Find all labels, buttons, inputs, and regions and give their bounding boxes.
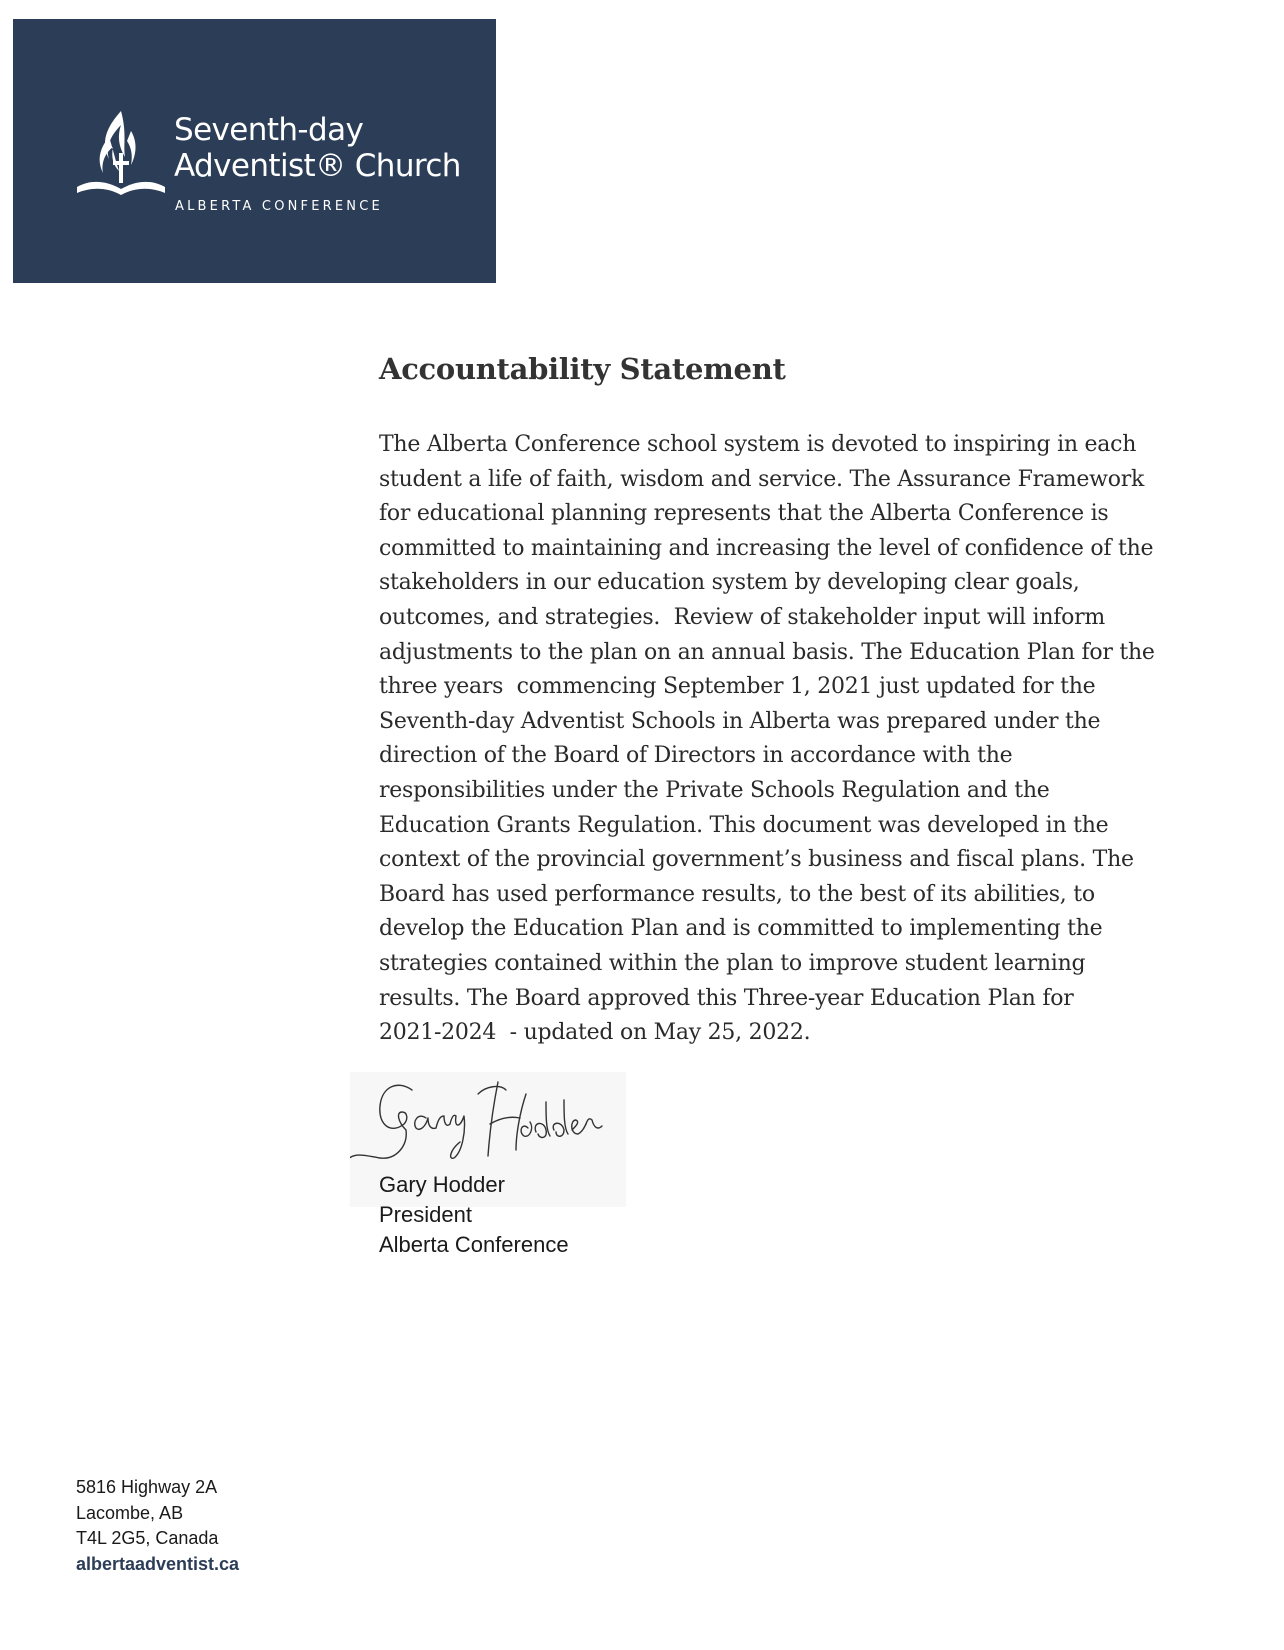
- body-line: stakeholders in our education system by developing clear goals,: [379, 570, 1080, 596]
- signer-organization: Alberta Conference: [379, 1232, 569, 1257]
- body-line: Seventh-day Adventist Schools in Alberta was prepared under the: [379, 708, 1101, 734]
- body-line: responsibilities under the Private Schools Regulation and the: [379, 777, 1050, 803]
- body-line: adjustments to the plan on an annual basis. The Education Plan for the: [379, 639, 1155, 665]
- signer-role: President: [379, 1202, 472, 1227]
- logo-banner: [13, 19, 496, 283]
- address-line1: 5816 Highway 2A: [76, 1477, 218, 1497]
- body-line: committed to maintaining and increasing the level of confidence of the: [379, 535, 1154, 561]
- body-line: outcomes, and strategies. Review of stakeholder input will inform: [379, 604, 1105, 630]
- logo-text-line2: Adventist® Church: [174, 148, 461, 184]
- logo-subtitle: ALBERTA CONFERENCE: [175, 199, 383, 214]
- document-title: Accountability Statement: [379, 352, 786, 386]
- body-line: develop the Education Plan and is committed to implementing the: [379, 916, 1103, 942]
- body-line: for educational planning represents that the Alberta Conference is: [379, 501, 1109, 527]
- body-line: student a life of faith, wisdom and service. The Assurance Framework: [379, 466, 1145, 492]
- address-line3: T4L 2G5, Canada: [76, 1528, 219, 1548]
- signer-block: [379, 1170, 569, 1260]
- document-body: [379, 428, 1219, 1051]
- body-line: direction of the Board of Directors in accordance with the: [379, 743, 1013, 769]
- body-line: strategies contained within the plan to improve student learning: [379, 950, 1086, 976]
- footer-address: [76, 1475, 239, 1577]
- body-line: results. The Board approved this Three-year Education Plan for: [379, 985, 1074, 1011]
- body-line: context of the provincial government’s business and fiscal plans. The: [379, 847, 1134, 873]
- logo-text-line1: Seventh-day: [174, 112, 364, 148]
- body-line: Education Grants Regulation. This document was developed in the: [379, 812, 1109, 838]
- sda-flame-bible-icon: [75, 107, 167, 203]
- body-line: three years commencing September 1, 2021 just updated for the: [379, 674, 1096, 700]
- body-line: 2021-2024 - updated on May 25, 2022.: [379, 1020, 811, 1046]
- body-line: The Alberta Conference school system is devoted to inspiring in each: [379, 432, 1137, 457]
- signer-name: Gary Hodder: [379, 1172, 505, 1197]
- website-link[interactable]: albertaadventist.ca: [76, 1553, 240, 1574]
- handwritten-signature: [350, 1072, 626, 1182]
- body-line: Board has used performance results, to the best of its abilities, to: [379, 881, 1095, 907]
- address-line2: Lacombe, AB: [76, 1502, 184, 1523]
